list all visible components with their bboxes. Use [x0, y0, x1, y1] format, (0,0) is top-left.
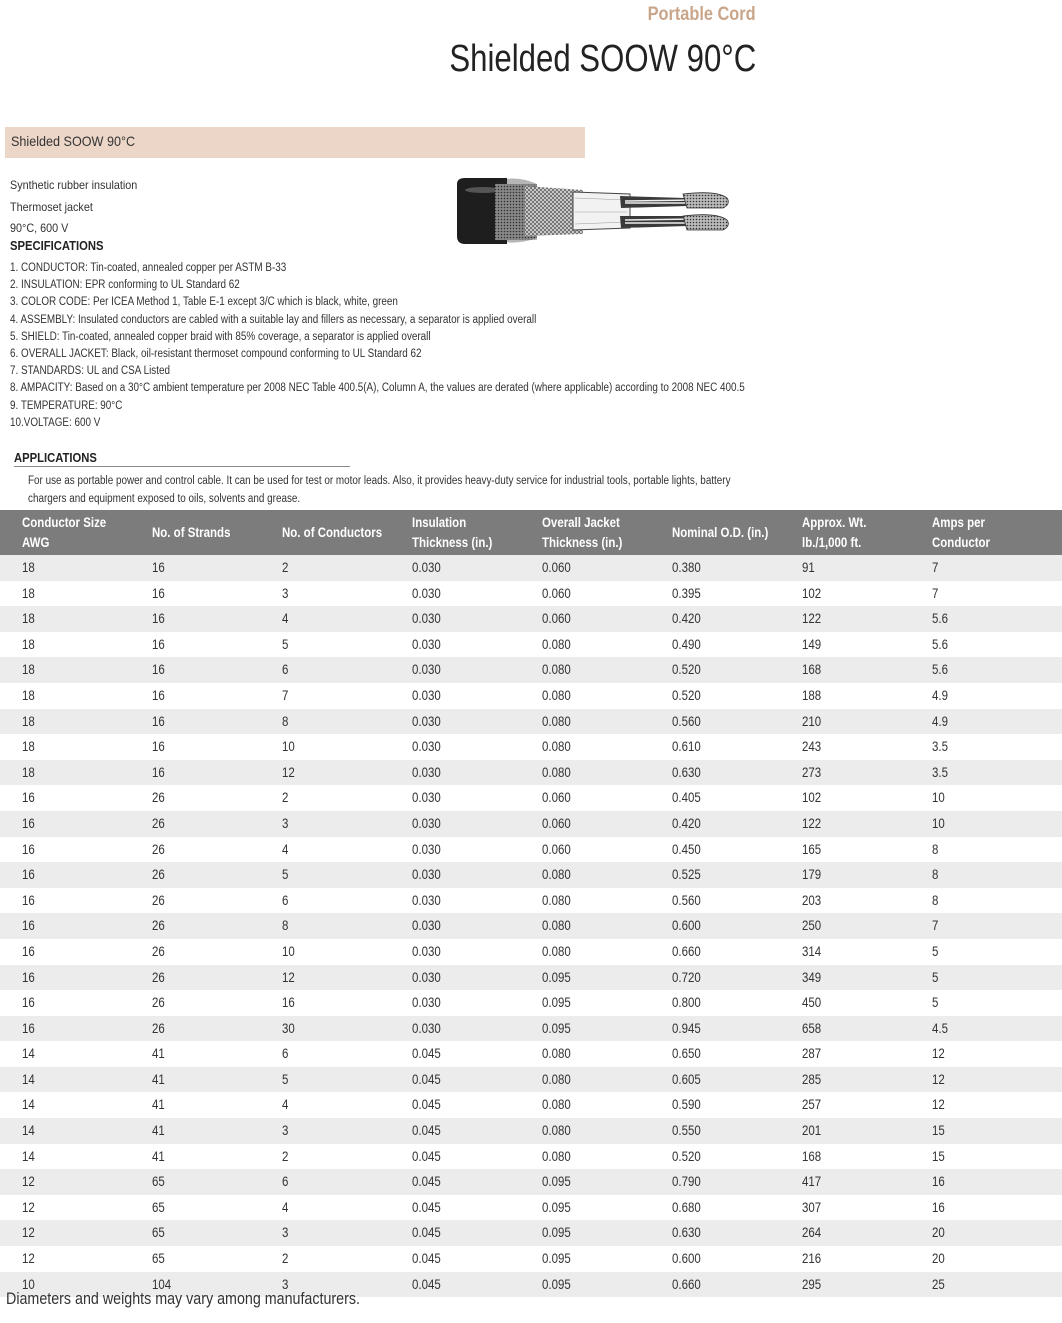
table-cell: 18: [22, 635, 35, 652]
table-cell: 16: [22, 789, 35, 806]
table-cell: 20: [932, 1250, 945, 1267]
spec-item: 10.VOLTAGE: 600 V: [10, 416, 101, 429]
table-cell: 14: [22, 1096, 35, 1113]
table-cell: 4: [282, 1198, 289, 1215]
table-cell: 0.030: [412, 760, 542, 786]
table-cell: 65: [152, 1250, 165, 1267]
table-cell: 0.080: [542, 738, 571, 755]
table-cell: 0.560: [672, 891, 701, 908]
table-cell: 0.045: [412, 1198, 441, 1215]
table-cell: 0.095: [542, 1250, 571, 1267]
table-cell: 243: [802, 738, 822, 755]
table-cell: 30: [282, 1016, 412, 1042]
table-cell: 16: [932, 1169, 1062, 1195]
table-cell: 16: [152, 738, 165, 755]
column-header: Approx. Wt. lb./1,000 ft.: [802, 510, 932, 555]
spec-item: 3. COLOR CODE: Per ICEA Method 1, Table E-1 except 3/C which is black, white, green: [10, 296, 398, 309]
table-cell: 16: [0, 965, 152, 991]
table-cell: 3: [282, 811, 412, 837]
table-cell: 0.030: [412, 584, 441, 601]
table-cell: 168: [802, 657, 932, 683]
table-cell: 10: [932, 811, 1062, 837]
spec-item: 4. ASSEMBLY: Insulated conductors are cabled with a suitable lay and fillers as necessary, a separator is applied overall: [10, 313, 537, 326]
table-cell: 26: [152, 913, 282, 939]
table-cell: 0.080: [542, 1045, 571, 1062]
table-cell: 15: [932, 1147, 945, 1164]
table-cell: 0.045: [412, 1096, 441, 1113]
table-row: [0, 1246, 1062, 1272]
table-cell: 26: [152, 789, 165, 806]
table-cell: 3: [282, 1220, 412, 1246]
table-cell: 0.395: [672, 584, 701, 601]
table-cell: 5: [932, 994, 939, 1011]
table-cell: 0.030: [412, 686, 441, 703]
table-cell: 18: [22, 584, 35, 601]
intro-line: Synthetic rubber insulation: [10, 178, 138, 192]
table-cell: 14: [22, 1045, 35, 1062]
table-cell: 0.030: [412, 606, 542, 632]
table-cell: 0.045: [412, 1272, 542, 1298]
table-row: [0, 555, 1062, 581]
spec-item: 8. AMPACITY: Based on a 30°C ambient temperature per 2008 NEC Table 400.5(A), Column A, the values are derated (where applicable) according to 2008 NEC 400.5: [10, 382, 745, 395]
table-cell: 18: [0, 606, 152, 632]
table-cell: 12: [932, 1045, 945, 1062]
table-cell: 16: [932, 1198, 945, 1215]
table-cell: 168: [802, 1147, 822, 1164]
table-cell: 0.045: [412, 1118, 542, 1144]
table-row: [0, 913, 1062, 939]
table-cell: 6: [282, 1169, 412, 1195]
table-cell: 16: [22, 942, 35, 959]
table-cell: 2: [282, 1147, 289, 1164]
table-cell: 26: [152, 811, 282, 837]
table-cell: 4: [282, 606, 412, 632]
table-cell: 0.550: [672, 1118, 802, 1144]
table-cell: 0.030: [412, 913, 542, 939]
table-cell: 6: [282, 891, 289, 908]
table-cell: 16: [22, 891, 35, 908]
table-cell: 102: [802, 789, 822, 806]
table-row: [0, 760, 1062, 786]
table-cell: 0.660: [672, 942, 701, 959]
table-cell: 0.680: [672, 1198, 701, 1215]
intro-line: 90°C, 600 V: [10, 221, 69, 235]
table-cell: 264: [802, 1220, 932, 1246]
table-cell: 0.490: [672, 635, 701, 652]
table-cell: 7: [932, 584, 939, 601]
table-cell: 26: [152, 942, 165, 959]
table-cell: 5.6: [932, 606, 1062, 632]
table-cell: 10: [282, 942, 295, 959]
table-cell: 0.030: [412, 635, 441, 652]
table-cell: 41: [152, 1096, 165, 1113]
table-cell: 203: [802, 891, 822, 908]
table-cell: 0.630: [672, 760, 802, 786]
table-row: [0, 1220, 1062, 1246]
table-cell: 41: [152, 1118, 282, 1144]
table-cell: 0.060: [542, 606, 672, 632]
table-cell: 5: [282, 635, 289, 652]
table-cell: 0.045: [412, 1250, 441, 1267]
table-cell: 0.095: [542, 1016, 672, 1042]
table-cell: 287: [802, 1045, 822, 1062]
table-cell: 16: [0, 1016, 152, 1042]
table-cell: 0.080: [542, 942, 571, 959]
table-cell: 16: [22, 840, 35, 857]
table-cell: 0.600: [672, 913, 802, 939]
table-cell: 0.080: [542, 1147, 571, 1164]
spec-item: 2. INSULATION: EPR conforming to UL Standard 62: [10, 279, 240, 292]
table-cell: 16: [152, 555, 282, 581]
table-cell: 65: [152, 1220, 282, 1246]
table-cell: 10: [282, 738, 295, 755]
table-row: [0, 1118, 1062, 1144]
table-cell: 25: [932, 1272, 1062, 1298]
table-cell: 122: [802, 811, 932, 837]
table-cell: 0.630: [672, 1220, 802, 1246]
table-cell: 104: [152, 1272, 282, 1298]
table-cell: 7: [932, 555, 1062, 581]
table-cell: 2: [282, 555, 412, 581]
table-cell: 8: [282, 913, 412, 939]
table-cell: 8: [932, 862, 1062, 888]
table-cell: 7: [932, 913, 1062, 939]
table-cell: 4: [282, 1096, 289, 1113]
table-cell: 3.5: [932, 760, 1062, 786]
table-cell: 8: [932, 840, 939, 857]
table-cell: 0.080: [542, 686, 571, 703]
table-cell: 20: [932, 1220, 1062, 1246]
table-cell: 14: [0, 1067, 152, 1093]
table-cell: 26: [152, 994, 165, 1011]
table-cell: 12: [282, 760, 412, 786]
table-cell: 0.450: [672, 840, 701, 857]
table-cell: 122: [802, 606, 932, 632]
table-row: [0, 785, 1062, 811]
table-cell: 16: [152, 635, 165, 652]
table-row: [0, 1195, 1062, 1221]
table-cell: 14: [0, 1118, 152, 1144]
table-cell: 91: [802, 555, 932, 581]
table-cell: 0.520: [672, 657, 802, 683]
spec-item: 5. SHIELD: Tin-coated, annealed copper braid with 85% coverage, a separator is applied overall: [10, 330, 431, 343]
table-cell: 165: [802, 840, 822, 857]
column-header: No. of Strands: [152, 510, 282, 555]
specifications-heading: SPECIFICATIONS: [10, 239, 104, 253]
table-cell: 0.060: [542, 789, 571, 806]
table-cell: 14: [22, 1147, 35, 1164]
table-cell: 417: [802, 1169, 932, 1195]
table-cell: 0.520: [672, 1147, 701, 1164]
table-cell: 5: [932, 942, 939, 959]
table-cell: 314: [802, 942, 822, 959]
table-cell: 18: [0, 760, 152, 786]
table-cell: 0.095: [542, 994, 571, 1011]
table-cell: 0.030: [412, 811, 542, 837]
table-cell: 0.600: [672, 1250, 701, 1267]
table-cell: 273: [802, 760, 932, 786]
table-cell: 0.030: [412, 994, 441, 1011]
table-cell: 0.420: [672, 606, 802, 632]
table-cell: 8: [282, 709, 412, 735]
spec-item: 7. STANDARDS: UL and CSA Listed: [10, 365, 170, 378]
table-cell: 250: [802, 913, 932, 939]
table-cell: 4.9: [932, 686, 948, 703]
table-cell: 26: [152, 862, 282, 888]
table-cell: 7: [282, 686, 289, 703]
table-row: [0, 862, 1062, 888]
table-cell: 16: [0, 913, 152, 939]
table-cell: 2: [282, 1250, 289, 1267]
table-cell: 18: [22, 686, 35, 703]
table-row: [0, 683, 1062, 709]
table-cell: 4.9: [932, 709, 1062, 735]
table-cell: 102: [802, 584, 822, 601]
column-header: Insulation Thickness (in.): [412, 510, 542, 555]
table-cell: 0.030: [412, 789, 441, 806]
table-cell: 0.060: [542, 840, 571, 857]
table-cell: 0.080: [542, 1118, 672, 1144]
table-cell: 6: [282, 1045, 289, 1062]
table-header-row: [0, 510, 1062, 555]
table-cell: 0.030: [412, 942, 441, 959]
table-row: [0, 811, 1062, 837]
table-cell: 0.030: [412, 891, 441, 908]
table-cell: 0.080: [542, 891, 571, 908]
table-cell: 10: [932, 789, 945, 806]
table-cell: 12: [282, 965, 412, 991]
spec-item: 1. CONDUCTOR: Tin-coated, annealed copper per ASTM B-33: [10, 262, 287, 274]
cable-illustration: [455, 176, 733, 246]
table-cell: 41: [152, 1147, 165, 1164]
column-header: Nominal O.D. (in.): [672, 510, 802, 555]
table-cell: 0.060: [542, 811, 672, 837]
table-cell: 0.030: [412, 862, 542, 888]
table-cell: 0.525: [672, 862, 802, 888]
table-cell: 6: [282, 657, 412, 683]
table-cell: 0.560: [672, 709, 802, 735]
table-cell: 295: [802, 1272, 932, 1298]
table-cell: 0.605: [672, 1067, 802, 1093]
column-header: Conductor Size AWG: [0, 510, 152, 555]
table-row: [0, 1016, 1062, 1042]
table-cell: 5: [932, 965, 1062, 991]
table-cell: 149: [802, 635, 822, 652]
table-cell: 0.030: [412, 965, 542, 991]
table-cell: 0.095: [542, 1198, 571, 1215]
table-cell: 179: [802, 862, 932, 888]
table-cell: 16: [0, 811, 152, 837]
table-cell: 4: [282, 840, 289, 857]
table-row: [0, 657, 1062, 683]
column-header: No. of Conductors: [282, 510, 412, 555]
spec-item: 9. TEMPERATURE: 90°C: [10, 399, 123, 412]
table-cell: 41: [152, 1067, 282, 1093]
table-cell: 0.520: [672, 686, 701, 703]
table-cell: 12: [22, 1198, 35, 1215]
table-cell: 0.080: [542, 862, 672, 888]
table-row: [0, 1169, 1062, 1195]
table-cell: 26: [152, 891, 165, 908]
specifications-list: [10, 260, 770, 432]
table-row: [0, 1067, 1062, 1093]
table-row: [0, 990, 1062, 1016]
table-cell: 18: [0, 709, 152, 735]
table-cell: 12: [0, 1169, 152, 1195]
table-row: [0, 632, 1062, 658]
table-cell: 257: [802, 1096, 822, 1113]
footnote: Diameters and weights may vary among manufacturers.: [6, 1289, 360, 1308]
table-cell: 16: [152, 709, 282, 735]
table-cell: 0.610: [672, 738, 701, 755]
table-cell: 4.5: [932, 1016, 1062, 1042]
table-cell: 0.030: [412, 709, 542, 735]
table-row: [0, 1144, 1062, 1170]
table-cell: 0.060: [542, 584, 571, 601]
table-cell: 0.030: [412, 657, 542, 683]
table-cell: 188: [802, 686, 822, 703]
table-cell: 3.5: [932, 738, 948, 755]
table-cell: 12: [932, 1096, 945, 1113]
table-cell: 65: [152, 1198, 165, 1215]
table-cell: 16: [22, 994, 35, 1011]
applications-text: For use as portable power and control cable. It can be used for test or motor leads. Also, it provides heavy-duty service for industrial tools, portable lights, battery chargers and equipment exposed to oils, solvents and grease.: [28, 475, 731, 505]
table-cell: 5: [282, 862, 412, 888]
table-cell: 5.6: [932, 657, 1062, 683]
table-cell: 0.080: [542, 913, 672, 939]
table-cell: 0.720: [672, 965, 802, 991]
applications-heading: APPLICATIONS: [14, 451, 97, 465]
table-cell: 0.080: [542, 635, 571, 652]
table-cell: 0.030: [412, 840, 441, 857]
table-cell: 26: [152, 840, 165, 857]
table-cell: 0.405: [672, 789, 701, 806]
product-name: Shielded SOOW 90°C: [11, 133, 136, 149]
table-cell: 3: [282, 1118, 412, 1144]
table-cell: 16: [0, 862, 152, 888]
table-cell: 0.080: [542, 1096, 571, 1113]
table-cell: 0.420: [672, 811, 802, 837]
table-cell: 0.660: [672, 1272, 802, 1298]
table-cell: 16: [152, 584, 165, 601]
table-cell: 16: [152, 760, 282, 786]
table-row: [0, 606, 1062, 632]
table-cell: 0.095: [542, 1220, 672, 1246]
table-row: [0, 965, 1062, 991]
table-row: [0, 581, 1062, 607]
table-cell: 0.380: [672, 555, 802, 581]
table-row: [0, 939, 1062, 965]
table-cell: 26: [152, 965, 282, 991]
table-cell: 3: [282, 584, 289, 601]
table-cell: 26: [152, 1016, 282, 1042]
table-cell: 41: [152, 1045, 165, 1062]
table-cell: 0.045: [412, 1045, 441, 1062]
table-cell: 658: [802, 1016, 932, 1042]
column-header: Overall Jacket Thickness (in.): [542, 510, 672, 555]
table-cell: 0.080: [542, 709, 672, 735]
table-cell: 0.945: [672, 1016, 802, 1042]
table-cell: 349: [802, 965, 932, 991]
table-body: [0, 555, 1062, 1297]
table-cell: 0.080: [542, 657, 672, 683]
table-cell: 5.6: [932, 635, 948, 652]
table-cell: 0.800: [672, 994, 701, 1011]
table-cell: 5: [282, 1067, 412, 1093]
table-cell: 15: [932, 1118, 1062, 1144]
intro-features: [10, 175, 151, 240]
table-row: [0, 837, 1062, 863]
spec-item: 6. OVERALL JACKET: Black, oil-resistant thermoset compound conforming to UL Standard 62: [10, 347, 422, 360]
table-row: [0, 1041, 1062, 1067]
table-cell: 65: [152, 1169, 282, 1195]
table-cell: 0.030: [412, 738, 441, 755]
intro-line: Thermoset jacket: [10, 199, 93, 214]
table-cell: 0.045: [412, 1220, 542, 1246]
table-cell: 285: [802, 1067, 932, 1093]
table-cell: 18: [22, 738, 35, 755]
category-label: Portable Cord: [647, 4, 756, 25]
table-cell: 12: [0, 1220, 152, 1246]
table-cell: 2: [282, 789, 289, 806]
table-cell: 0.095: [542, 1272, 672, 1298]
table-cell: 0.080: [542, 1067, 672, 1093]
table-cell: 0.045: [412, 1147, 441, 1164]
table-cell: 0.030: [412, 1016, 542, 1042]
table-cell: 0.045: [412, 1169, 542, 1195]
table-cell: 0.030: [412, 555, 542, 581]
table-row: [0, 734, 1062, 760]
table-cell: 3: [282, 1272, 412, 1298]
table-cell: 16: [152, 657, 282, 683]
table-row: [0, 888, 1062, 914]
page-title: Shielded SOOW 90°C: [449, 38, 756, 80]
table-cell: 210: [802, 709, 932, 735]
table-cell: 307: [802, 1198, 822, 1215]
column-header: Amps per Conductor: [932, 510, 1062, 555]
table-cell: 12: [22, 1250, 35, 1267]
cable-spec-table: [0, 510, 1062, 1297]
table-cell: 450: [802, 994, 822, 1011]
table-cell: 0.080: [542, 760, 672, 786]
table-cell: 0.590: [672, 1096, 701, 1113]
table-cell: 18: [0, 555, 152, 581]
table-cell: 0.790: [672, 1169, 802, 1195]
table-cell: 0.650: [672, 1045, 701, 1062]
table-cell: 0.045: [412, 1067, 542, 1093]
table-cell: 18: [0, 657, 152, 683]
applications-divider: [14, 466, 350, 467]
table-cell: 16: [282, 994, 295, 1011]
table-row: [0, 709, 1062, 735]
table-cell: 16: [152, 606, 282, 632]
table-cell: 8: [932, 891, 939, 908]
table-row: [0, 1092, 1062, 1118]
table-cell: 0.095: [542, 965, 672, 991]
table-cell: 201: [802, 1118, 932, 1144]
table-cell: 216: [802, 1250, 822, 1267]
table-cell: 12: [932, 1067, 1062, 1093]
table-cell: 0.060: [542, 555, 672, 581]
table-cell: 10: [0, 1272, 152, 1298]
table-cell: 16: [152, 686, 165, 703]
product-name-band: [5, 127, 585, 158]
table-cell: 0.095: [542, 1169, 672, 1195]
